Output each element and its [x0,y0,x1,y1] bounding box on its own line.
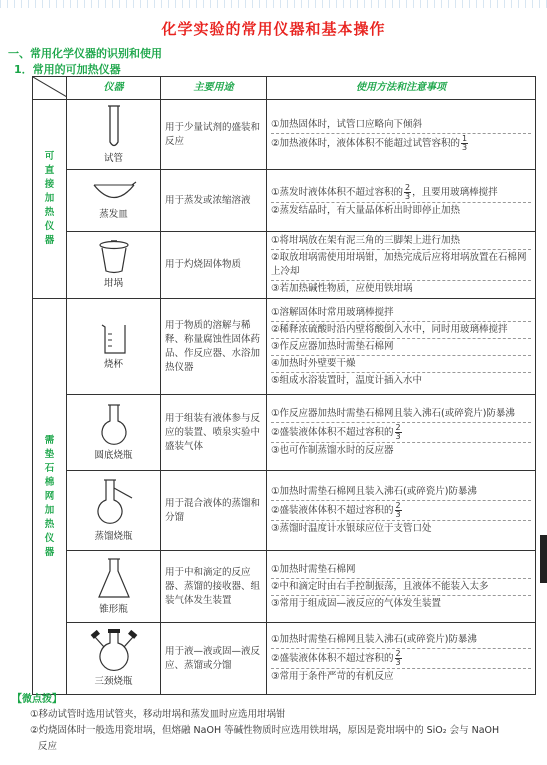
note-item: ③作反应器加热时需垫石棉网 [271,339,531,356]
round-bottom-flask-icon [98,403,130,447]
notes-cell [267,299,536,395]
tip-item: ②灼烧固体时一般选用瓷坩埚，但熔融 NaOH 等碱性物质时应选用铁坩埚，原因是瓷坩埚中的 SiO₂ 会与 NaOH [30,725,500,736]
erlenmeyer-flask-icon [96,557,132,601]
instrument-cell [67,232,161,299]
instrument-cell [67,170,161,232]
fraction: $\frac{2}{3}$ [405,182,411,201]
note-item: ③常用于组成固—液反应的气体发生装置 [271,597,442,609]
top-decoration-bar [0,0,547,8]
note-item: ③常用于条件严苛的有机反应 [271,671,394,682]
diagonal-header-cell [33,77,67,100]
note-item: ①加热时需垫石棉网 [271,562,531,579]
note-item: ①作反应器加热时需垫石棉网且装入沸石(或碎瓷片)防暴沸 [271,406,531,423]
tip-item: 反应 [38,741,58,752]
use-cell: 用于中和滴定的反应器、蒸馏的接收器、组装气体发生装置 [161,551,267,623]
three-neck-flask-icon [89,629,139,673]
notes-cell [267,395,536,471]
page-title: 化学实验的常用仪器和基本操作 [161,20,386,38]
note-item: ②盛装液体体积不超过容积的 $\frac{2}{3}$ [271,649,531,669]
notes-cell [267,232,536,299]
category-label: 可直接加热仪器 [44,151,55,246]
note-item: ①将坩埚放在架有泥三角的三脚架上进行加热 [271,233,531,250]
tips-label: 【微点拨】 [12,694,62,705]
note-item: ③若加热碱性物质，应使用铁坩埚 [271,283,413,294]
instrument-name: 试管 [103,152,123,164]
notes-cell [267,100,536,170]
note-item: ②中和滴定时由右手控制振荡，且液体不能装入太多 [271,579,531,596]
test-tube-icon [104,104,124,150]
section-heading-2: 1．常用的可加热仪器 [14,63,121,76]
instrument-cell [67,299,161,395]
table-row [33,623,536,695]
use-cell: 用于灼烧固体物质 [161,232,267,299]
note-item: ④加热时外壁要干燥 [271,356,531,373]
table-row [33,551,536,623]
category-indirect-heating [33,299,67,695]
note-item: ②盛装液体体积不超过容积的 $\frac{2}{3}$ [271,423,531,443]
fraction: $\frac{2}{3}$ [395,501,401,519]
table-row [33,471,536,551]
note-item: ②稀释浓硫酸时沿内壁将酸倒入水中，同时用玻璃棒搅拌 [271,322,531,339]
notes-cell [267,623,536,695]
tip-item: ①移动试管时选用试管夹，移动坩埚和蒸发皿时应选用坩埚钳 [30,709,286,720]
diagonal-line [33,77,67,97]
instrument-name: 蒸馏烧瓶 [94,530,133,542]
header-use: 主要用途 [161,77,267,100]
use-cell: 用于液—液或固—液反应、蒸馏或分馏 [161,623,267,695]
instrument-cell [67,395,161,471]
fraction: $\frac{2}{3}$ [395,649,401,667]
table-header-row [33,77,536,100]
use-cell: 用于少量试剂的盛装和反应 [161,100,267,170]
note-item: ①加热时需垫石棉网且装入沸石(或碎瓷片)防暴沸 [271,484,531,501]
notes-cell [267,471,536,551]
table-row [33,232,536,299]
note-item: ②加热液体时，液体体积不能超过试管容积的 $\frac{1}{3}$ [271,133,468,152]
note-item: ③蒸馏时温度计水银球应位于支管口处 [271,523,432,534]
side-tab-marker [540,535,547,583]
header-method: 使用方法和注意事项 [267,77,536,100]
use-cell: 用于混合液体的蒸馏和分馏 [161,471,267,551]
instrument-name: 圆底烧瓶 [94,449,133,461]
note-item: ②盛装液体体积不超过容积的 $\frac{2}{3}$ [271,501,531,521]
table-row [33,100,536,170]
fraction: $\frac{2}{3}$ [395,423,401,441]
beaker-icon [99,322,129,356]
instrument-name: 烧杯 [103,358,123,370]
instrument-name: 坩埚 [103,278,123,289]
instrument-cell [67,551,161,623]
note-item: ①蒸发时液体体积不超过容积的 $\frac{2}{3}$ ，且要用玻璃棒搅拌 [271,183,531,203]
distillation-flask-icon [92,478,136,528]
table-row [33,395,536,471]
note-item: ①加热固体时，试管口应略向下倾斜 [271,117,531,134]
category-label: 需垫石棉网加热仪器 [44,434,55,558]
instrument-cell [67,100,161,170]
use-cell: 用于物质的溶解与稀释、称量腐蚀性固体药品、作反应器、水浴加热仪器 [161,299,267,395]
instrument-name: 三颈烧瓶 [94,675,133,687]
evaporating-dish-icon [91,180,137,206]
use-cell: 用于蒸发或浓缩溶液 [161,170,267,232]
instrument-name: 蒸发皿 [99,208,128,220]
notes-cell [267,170,536,232]
use-cell: 用于组装有液体参与反应的装置、喷泉实验中盛装气体 [161,395,267,471]
note-item: ⑤组成水浴装置时，温度计插入水中 [271,374,423,386]
fraction: $\frac{1}{3}$ [462,133,468,152]
instrument-table [32,76,536,695]
note-item: ②取放坩埚需使用坩埚钳，加热完成后应将坩埚放置在石棉网上冷却 [271,250,531,281]
header-instrument: 仪器 [67,77,161,100]
table-row [33,170,536,232]
crucible-icon [96,239,132,275]
note-item: ①加热时需垫石棉网且装入沸石(或碎瓷片)防暴沸 [271,632,531,649]
category-direct-heating [33,100,67,299]
table-row [33,299,536,395]
instrument-cell [67,623,161,695]
instrument-cell [67,471,161,551]
note-item: ③也可作制蒸馏水时的反应器 [271,445,394,456]
section-heading-1: 一、常用化学仪器的识别和使用 [8,47,162,60]
note-item: ①溶解固体时常用玻璃棒搅拌 [271,305,531,322]
instrument-name: 锥形瓶 [99,603,128,615]
notes-cell [267,551,536,623]
note-item: ②蒸发结晶时，有大量晶体析出时即停止加热 [271,204,461,216]
